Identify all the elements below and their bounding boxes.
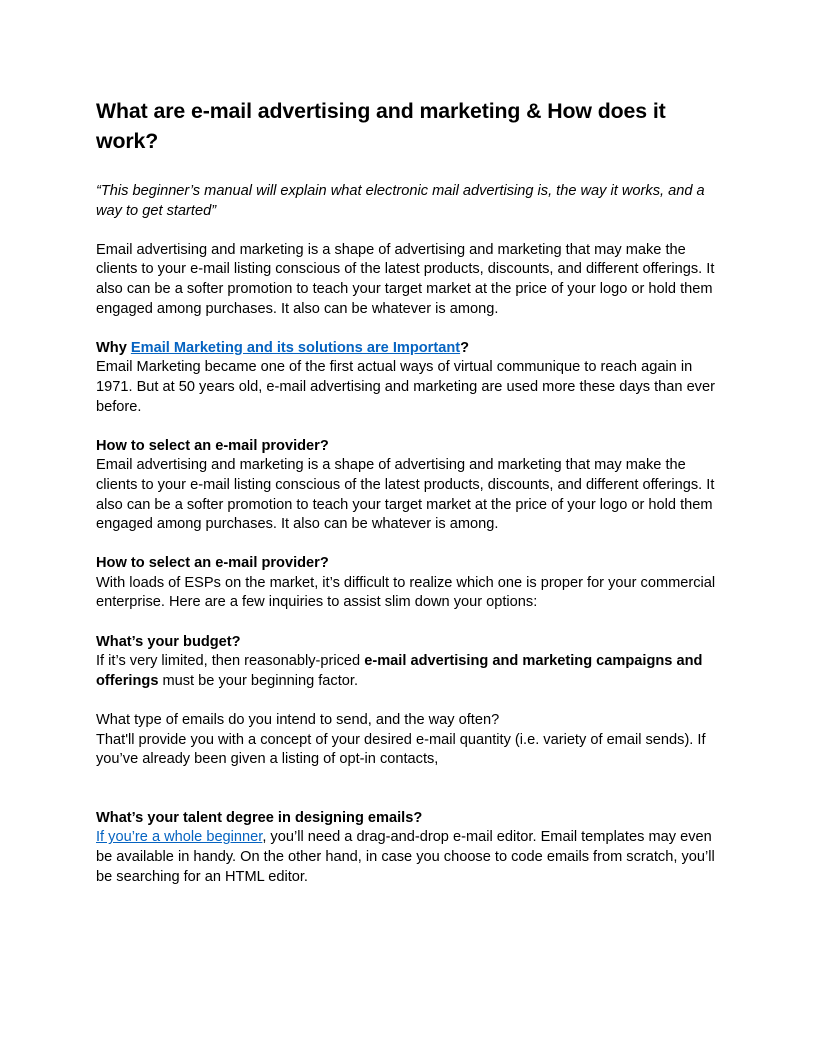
email-type-question: What type of emails do you intend to send, and the way often? bbox=[96, 712, 500, 729]
why-prefix: Why bbox=[96, 339, 131, 356]
paragraph-provider-2: With loads of ESPs on the market, it’s difficult to realize which one is proper for your commercial enterprise. Here are a few inquiries to assist slim down your options: bbox=[96, 574, 716, 611]
beginner-link[interactable]: If you’re a whole beginner bbox=[96, 829, 263, 846]
intro-quote: “This beginner’s manual will explain what electronic mail advertising is, the way it works, and a way to get started” bbox=[96, 183, 705, 219]
budget-heading: What’s your budget? bbox=[96, 633, 241, 650]
email-marketing-link[interactable]: Email Marketing and its solutions are Important bbox=[130, 339, 461, 356]
talent-text-after: , you’ll need a drag-and-drop e-mail editor. Email templates may even be available in handy. On the other hand, in case you choose to code emails from scratch, you’ll be searching for an HTML editor. bbox=[96, 829, 715, 885]
paragraph-history: Email Marketing became one of the first actual ways of virtual communique to reach again in 1971. But at 50 years old, e-mail advertising and marketing are used more these days than ever before. bbox=[96, 359, 715, 415]
page-title: What are e-mail advertising and marketing & How does it work? bbox=[96, 99, 666, 153]
budget-text-after: must be your beginning factor. bbox=[158, 672, 359, 689]
budget-text-bold: e-mail advertising and marketing campaigns and offerings bbox=[96, 653, 703, 689]
provider-heading-2: How to select an e-mail provider? bbox=[96, 555, 329, 572]
why-heading bbox=[96, 339, 720, 359]
provider-heading-1: How to select an e-mail provider? bbox=[96, 437, 329, 454]
paragraph-intro: Email advertising and marketing is a shape of advertising and marketing that may make the clients to your e-mail listing conscious of the latest products, discounts, and different offerings. It also can be a softer promotion to teach your target market at the price of your logo or hold them engaged among purchases. It also can be whatever is among. bbox=[96, 241, 715, 317]
paragraph-budget bbox=[96, 652, 720, 691]
talent-heading: What’s your talent degree in designing emails? bbox=[96, 809, 423, 826]
budget-text-before: If it’s very limited, then reasonably-priced bbox=[96, 653, 365, 670]
paragraph-provider-1: Email advertising and marketing is a shape of advertising and marketing that may make the clients to your e-mail listing conscious of the latest products, discounts, and different offerings. It also can be a softer promotion to teach your target market at the price of your logo or hold them engaged among purchases. It also can be whatever is among. bbox=[96, 457, 715, 533]
why-suffix: ? bbox=[460, 339, 470, 356]
document-page bbox=[96, 96, 720, 887]
paragraph-volume: That'll provide you with a concept of your desired e-mail quantity (i.e. variety of email sends). If you’ve already been given a listing of opt-in contacts, bbox=[96, 731, 706, 768]
paragraph-talent bbox=[96, 828, 720, 887]
